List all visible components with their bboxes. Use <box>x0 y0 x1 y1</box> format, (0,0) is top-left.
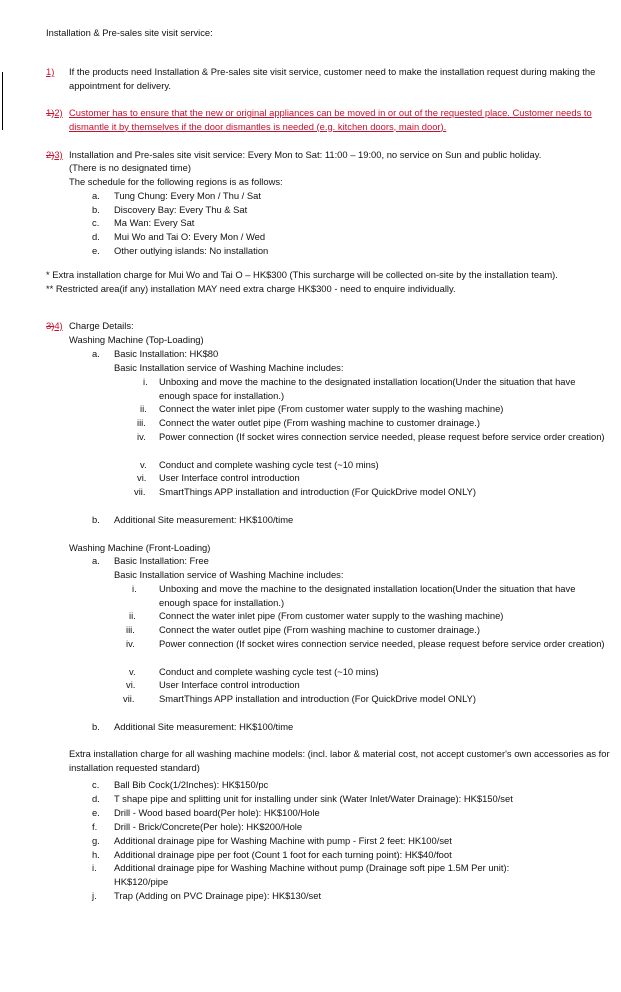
item3-line3: The schedule for the following regions is as follows: <box>69 176 283 187</box>
step-text: User Interface control introduction <box>159 472 300 483</box>
item3-line1: Installation and Pre-sales site visit service: Every Mon to Sat: 11:00 – 19:00, no service on Sun and public holiday. <box>69 149 542 160</box>
front-site-measurement: Additional Site measurement: HK$100/time <box>114 721 294 732</box>
item1-text: If the products need Installation & Pre-sales site visit service, customer need to make the installation request during making the appointment for delivery. <box>69 66 596 91</box>
item3-number <box>46 148 63 162</box>
item3-new-number: 3) <box>54 149 63 160</box>
step-text: SmartThings APP installation and introduction (For QuickDrive model ONLY) <box>159 693 476 704</box>
item2-new-number: 2) <box>54 107 63 118</box>
extra-charge-item: Drill - Wood based board(Per hole): HK$100/Hole <box>114 807 320 818</box>
charge-details-title: Charge Details: <box>69 320 134 331</box>
front-includes-intro: Basic Installation service of Washing Machine includes: <box>114 569 344 580</box>
extra-charge-item: Ball Bib Cock(1/2Inches): HK$150/pc <box>114 779 269 790</box>
step-marker: v. <box>129 666 136 677</box>
list-marker: j. <box>92 890 97 901</box>
step-text: Power connection (If socket wires connection service needed, please request before service order creation) <box>159 431 605 442</box>
extra-charge-item: Drill - Brick/Concrete(Per hole): HK$200/Hole <box>114 821 303 832</box>
step-marker: vii. <box>123 693 135 704</box>
step-text: Connect the water outlet pipe (From washing machine to customer drainage.) <box>159 624 480 635</box>
front-loading-heading: Washing Machine (Front-Loading) <box>69 542 211 553</box>
step-marker: vii. <box>134 486 146 497</box>
list-marker: g. <box>92 835 100 846</box>
step-text: Unboxing and move the machine to the designated installation location(Under the situation that have enough space for installation.) <box>159 376 576 401</box>
region-item: Tung Chung: Every Mon / Thu / Sat <box>114 190 261 201</box>
step-marker: i. <box>143 376 148 387</box>
step-marker: vi. <box>137 472 147 483</box>
item3-line2: (There is no designated time) <box>69 162 191 173</box>
list-marker: e. <box>92 807 100 818</box>
list-marker: b. <box>92 514 100 525</box>
note-surcharge: * Extra installation charge for Mui Wo and Tai O – HK$300 (This surcharge will be collected on-site by the installation team). <box>46 269 558 280</box>
list-marker: a. <box>92 348 100 359</box>
step-text: Conduct and complete washing cycle test (~10 mins) <box>159 459 379 470</box>
extra-charge-item: Additional drainage pipe for Washing Machine without pump (Drainage soft pipe 1.5M Per unit): HK$120/pipe <box>114 862 510 887</box>
region-marker: d. <box>92 231 100 242</box>
step-text: Connect the water outlet pipe (From washing machine to customer drainage.) <box>159 417 480 428</box>
extra-charge-item: Additional drainage pipe per foot (Count 1 foot for each turning point): HK$40/foot <box>114 849 452 860</box>
list-marker: h. <box>92 849 100 860</box>
step-marker: iii. <box>137 417 146 428</box>
item2-number <box>46 106 63 120</box>
region-item: Mui Wo and Tai O: Every Mon / Wed <box>114 231 266 242</box>
step-text: Connect the water inlet pipe (From customer water supply to the washing machine) <box>159 610 504 621</box>
note-restricted-area: ** Restricted area(if any) installation MAY need extra charge HK$300 - need to enquire individually. <box>46 283 456 294</box>
item2-old-number: 1) <box>46 107 55 118</box>
step-text: Conduct and complete washing cycle test (~10 mins) <box>159 666 379 677</box>
list-marker: c. <box>92 779 100 790</box>
step-text: Connect the water inlet pipe (From customer water supply to the washing machine) <box>159 403 504 414</box>
extra-charge-item: Trap (Adding on PVC Drainage pipe): HK$130/set <box>114 890 322 901</box>
change-bar <box>2 72 3 130</box>
top-loading-heading: Washing Machine (Top-Loading) <box>69 334 204 345</box>
step-marker: iii. <box>126 624 135 635</box>
front-basic-installation: Basic Installation: Free <box>114 555 209 566</box>
region-marker: a. <box>92 190 100 201</box>
top-site-measurement: Additional Site measurement: HK$100/time <box>114 514 294 525</box>
list-marker: d. <box>92 793 100 804</box>
item4-number <box>46 319 63 333</box>
step-marker: v. <box>140 459 147 470</box>
step-marker: ii. <box>140 403 147 414</box>
step-text: Unboxing and move the machine to the designated installation location(Under the situation that have enough space for installation.) <box>159 583 576 608</box>
step-marker: iv. <box>126 638 135 649</box>
list-marker: b. <box>92 721 100 732</box>
step-marker: i. <box>132 583 137 594</box>
step-marker: vi. <box>126 679 136 690</box>
page-title: Installation & Pre-sales site visit service: <box>46 27 213 38</box>
step-marker: ii. <box>129 610 136 621</box>
region-marker: c. <box>92 217 100 228</box>
top-includes-intro: Basic Installation service of Washing Machine includes: <box>114 362 344 373</box>
region-item: Discovery Bay: Every Thu & Sat <box>114 204 248 215</box>
item1-number: 1) <box>46 66 55 77</box>
item4-old-number: 3) <box>46 320 55 331</box>
region-item: Ma Wan: Every Sat <box>114 217 195 228</box>
item2-text: Customer has to ensure that the new or original appliances can be moved in or out of the requested place. Customer needs to dismantle it by themselves if the door dismantles is needed (e.g. kitchen doors, main door). <box>69 107 592 132</box>
item3-old-number: 2) <box>46 149 55 160</box>
top-basic-installation: Basic Installation: HK$80 <box>114 348 219 359</box>
region-marker: e. <box>92 245 100 256</box>
list-marker: a. <box>92 555 100 566</box>
step-text: User Interface control introduction <box>159 679 300 690</box>
region-item: Other outlying islands: No installation <box>114 245 269 256</box>
step-text: Power connection (If socket wires connection service needed, please request before service order creation) <box>159 638 605 649</box>
list-marker: f. <box>92 821 98 832</box>
item4-new-number: 4) <box>54 320 63 331</box>
step-text: SmartThings APP installation and introduction (For QuickDrive model ONLY) <box>159 486 476 497</box>
extra-charge-intro: Extra installation charge for all washing machine models: (incl. labor & material cost, not accept customer's own accessories as for installation requested standard) <box>69 748 610 773</box>
step-marker: iv. <box>137 431 146 442</box>
extra-charge-item: T shape pipe and splitting unit for installing under sink (Water Inlet/Water Drainage): HK$150/set <box>114 793 513 804</box>
list-marker: i. <box>92 862 97 873</box>
region-marker: b. <box>92 204 100 215</box>
extra-charge-item: Additional drainage pipe for Washing Machine with pump - First 2 feet: HK100/set <box>114 835 452 846</box>
